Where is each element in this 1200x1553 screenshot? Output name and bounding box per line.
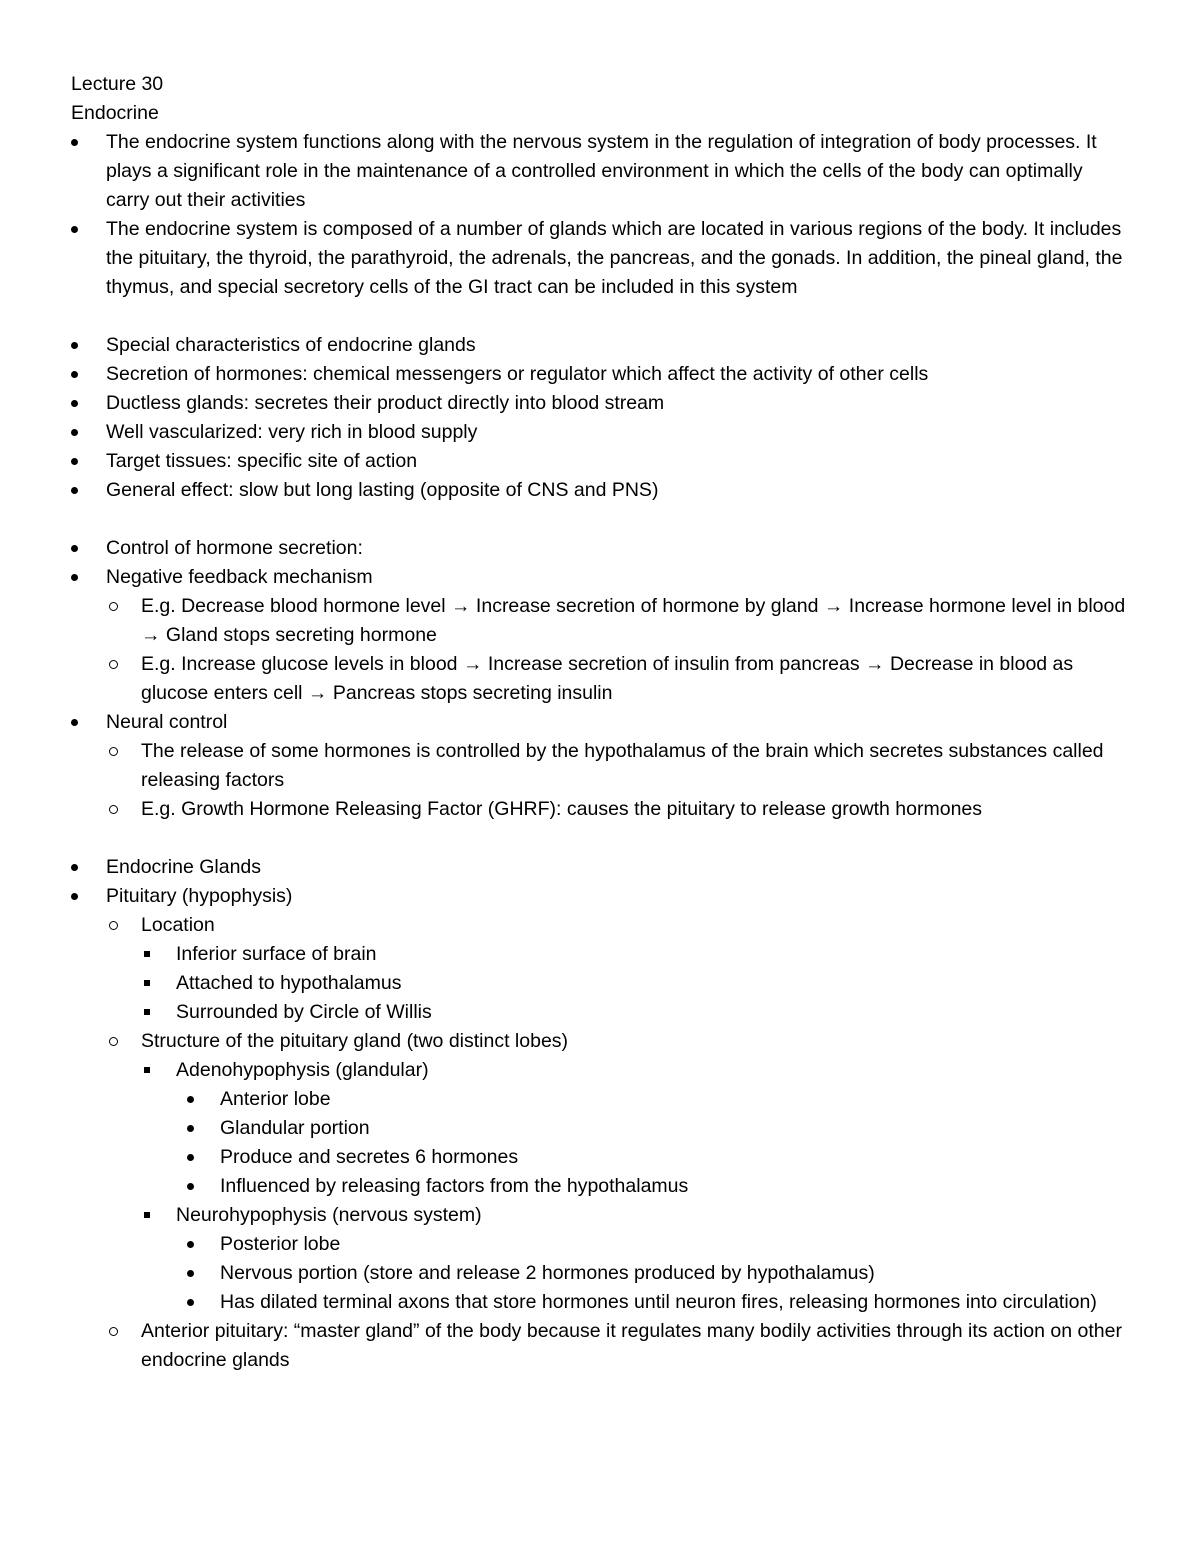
- list-item: Special characteristics of endocrine glands: [71, 331, 1131, 360]
- list-item: E.g. Growth Hormone Releasing Factor (GHRF): causes the pituitary to release growth hormones: [71, 795, 1131, 824]
- list-item: E.g. Decrease blood hormone level → Increase secretion of hormone by gland → Increase hormone level in blood → Gland stops secreting hormone: [71, 592, 1131, 650]
- list-item: The release of some hormones is controlled by the hypothalamus of the brain which secretes substances called releasing factors: [71, 737, 1131, 795]
- list-item: General effect: slow but long lasting (opposite of CNS and PNS): [71, 476, 1131, 505]
- list-item: Ductless glands: secretes their product directly into blood stream: [71, 389, 1131, 418]
- list-item: Produce and secretes 6 hormones: [71, 1143, 1131, 1172]
- circle-bullet-icon: [109, 805, 118, 814]
- list-item: Negative feedback mechanism: [71, 563, 1131, 592]
- document-body: [71, 70, 1131, 1375]
- spacer: [71, 824, 1131, 853]
- square-bullet-icon: [144, 951, 150, 957]
- list-item: Control of hormone secretion:: [71, 534, 1131, 563]
- list-item: Target tissues: specific site of action: [71, 447, 1131, 476]
- list-item: Attached to hypothalamus: [71, 969, 1131, 998]
- lecture-topic: Endocrine: [71, 102, 159, 124]
- bullet-icon: [71, 342, 78, 349]
- spacer: [71, 505, 1131, 534]
- list-item: Nervous portion (store and release 2 hormones produced by hypothalamus): [71, 1259, 1131, 1288]
- list-item: Endocrine Glands: [71, 853, 1131, 882]
- bullet-icon: [187, 1299, 194, 1306]
- list-item: Neurohypophysis (nervous system): [71, 1201, 1131, 1230]
- bullet-icon: [187, 1241, 194, 1248]
- list-item: Structure of the pituitary gland (two distinct lobes): [71, 1027, 1131, 1056]
- list-item: Glandular portion: [71, 1114, 1131, 1143]
- square-bullet-icon: [144, 980, 150, 986]
- circle-bullet-icon: [109, 921, 118, 930]
- bullet-icon: [71, 487, 78, 494]
- bullet-icon: [187, 1154, 194, 1161]
- bullet-icon: [71, 226, 78, 233]
- list-item: Location: [71, 911, 1131, 940]
- list-item: Surrounded by Circle of Willis: [71, 998, 1131, 1027]
- bullet-icon: [187, 1096, 194, 1103]
- bullet-icon: [71, 429, 78, 436]
- spacer: [71, 302, 1131, 331]
- bullet-icon: [71, 400, 78, 407]
- list-item: Posterior lobe: [71, 1230, 1131, 1259]
- list-item: Neural control: [71, 708, 1131, 737]
- bullet-icon: [71, 371, 78, 378]
- bullet-icon: [71, 545, 78, 552]
- bullet-icon: [71, 574, 78, 581]
- list-item: Well vascularized: very rich in blood supply: [71, 418, 1131, 447]
- list-item: E.g. Increase glucose levels in blood → Increase secretion of insulin from pancreas → Decrease in blood as glucose enters cell → Pancreas stops secreting insulin: [71, 650, 1131, 708]
- bullet-icon: [187, 1183, 194, 1190]
- circle-bullet-icon: [109, 602, 118, 611]
- list-item: The endocrine system is composed of a number of glands which are located in various regions of the body. It includes the pituitary, the thyroid, the parathyroid, the adrenals, the pancreas, and the gonads. In addition, the pineal gland, the thymus, and special secretory cells of the GI tract can be included in this system: [71, 215, 1131, 302]
- list-item: Influenced by releasing factors from the hypothalamus: [71, 1172, 1131, 1201]
- bullet-icon: [71, 864, 78, 871]
- square-bullet-icon: [144, 1009, 150, 1015]
- square-bullet-icon: [144, 1067, 150, 1073]
- bullet-icon: [71, 139, 78, 146]
- list-item: Anterior pituitary: “master gland” of the body because it regulates many bodily activities through its action on other endocrine glands: [71, 1317, 1131, 1375]
- circle-bullet-icon: [109, 1327, 118, 1336]
- bullet-icon: [71, 893, 78, 900]
- list-item: Secretion of hormones: chemical messengers or regulator which affect the activity of other cells: [71, 360, 1131, 389]
- list-item: The endocrine system functions along with the nervous system in the regulation of integration of body processes. It plays a significant role in the maintenance of a controlled environment in which the cells of the body can optimally carry out their activities: [71, 128, 1131, 215]
- list-item: Inferior surface of brain: [71, 940, 1131, 969]
- bullet-icon: [71, 719, 78, 726]
- circle-bullet-icon: [109, 1037, 118, 1046]
- list-item: Anterior lobe: [71, 1085, 1131, 1114]
- circle-bullet-icon: [109, 660, 118, 669]
- square-bullet-icon: [144, 1212, 150, 1218]
- bullet-icon: [187, 1270, 194, 1277]
- list-item: Pituitary (hypophysis): [71, 882, 1131, 911]
- list-item: Has dilated terminal axons that store hormones until neuron fires, releasing hormones into circulation): [71, 1288, 1131, 1317]
- lecture-number: Lecture 30: [71, 73, 164, 95]
- bullet-icon: [71, 458, 78, 465]
- list-item: Adenohypophysis (glandular): [71, 1056, 1131, 1085]
- bullet-icon: [187, 1125, 194, 1132]
- circle-bullet-icon: [109, 747, 118, 756]
